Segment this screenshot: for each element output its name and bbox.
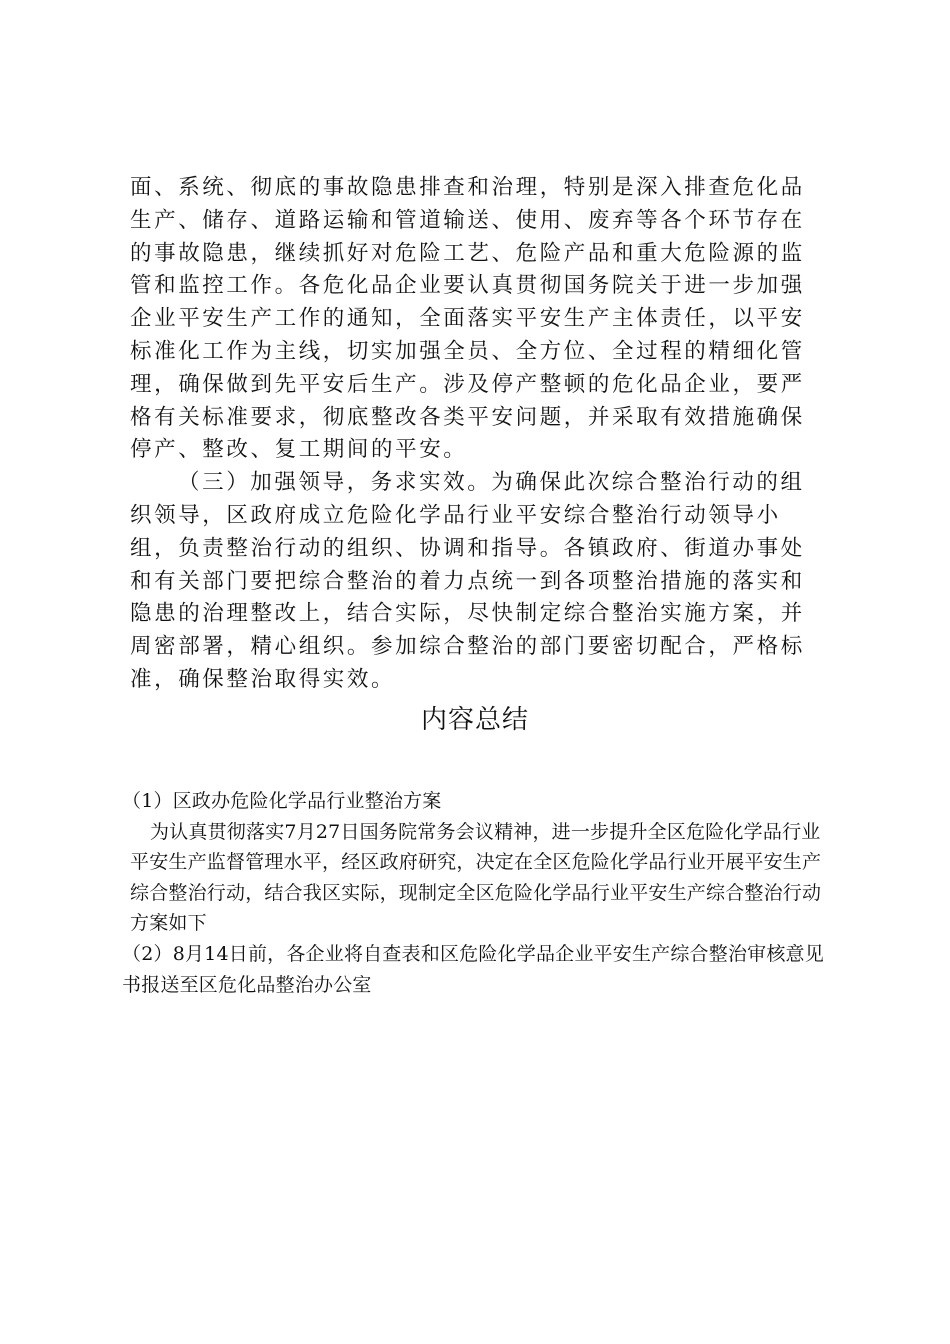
body-paragraph-2: （三）加强领导，务求实效。为确保此次综合整治行动的组织领导，区政府成立危险化学品行业平安综合整治行动领导小组，负责整治行动的组织、协调和指导。各镇政府、街道办事处和有关部门要把综合整治的着力点统一到各项整治措施的落实和隐患的治理整改上，结合实际，尽快制定综合整治实施方案，并周密部署，精心组织。参加综合整治的部门要密切配合，严格标准，确保整治取得实效。: [130, 470, 805, 692]
summary-item-2: （2）8月14日前，各企业将自查表和区危险化学品企业平安生产综合整治审核意见书报送至区危化品整治办公室: [122, 942, 824, 996]
summary-item-1-body: 为认真贯彻落实7月27日国务院常务会议精神，进一步提升全区危险化学品行业平安生产监督管理水平，经区政府研究，决定在全区危险化学品行业开展平安生产综合整治行动，结合我区实际，现制定全区危险化学品行业平安生产综合整治行动方案如下: [130, 820, 822, 935]
summary-title: 内容总结: [420, 705, 529, 735]
summary-item-1-heading: （1）区政办危险化学品行业整治方案: [122, 790, 442, 812]
body-text: [130, 172, 820, 697]
body-paragraph-1: 面、系统、彻底的事故隐患排查和治理，特别是深入排查危化品生产、储存、道路运输和管道输送、使用、废弃等各个环节存在的事故隐患，继续抓好对危险工艺、危险产品和重大危险源的监管和监控工作。各危化品企业要认真贯彻国务院关于进一步加强企业平安生产工作的通知，全面落实平安生产主体责任，以平安标准化工作为主线，切实加强全员、全方位、全过程的精细化管理，确保做到先平安后生产。涉及停产整顿的危化品企业，要严格有关标准要求，彻底整改各类平安问题，并采取有效措施确保停产、整改、复工期间的平安。: [130, 175, 805, 463]
summary-section: [122, 786, 830, 1000]
